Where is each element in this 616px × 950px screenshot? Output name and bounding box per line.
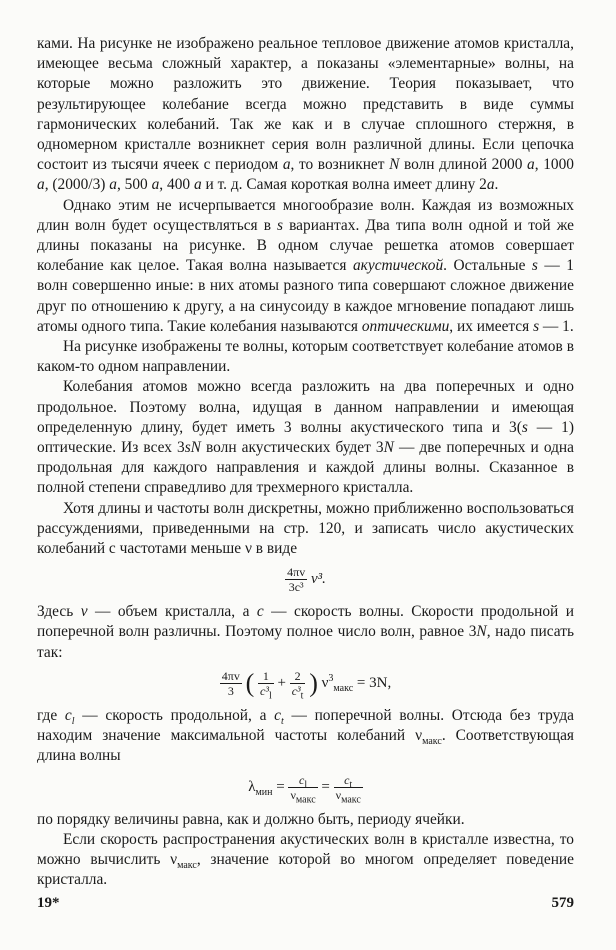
text-run: , значение которой во многом определяет поведение кристалла. (37, 850, 575, 889)
fraction-denominator (334, 787, 363, 805)
text-run: ками. На рисунке не изображено реальное тепловое движение атомов кристалла, имеющее весьма сложный характер, а показаны «элементарные» волны, на которые можно разложить это движение. Теория показывает, что результирующее колебание всегда можно представить в виде суммы гармонических колебаний. Так же как и в случае сплошного стержня, в одномерном кристалле возникнет серия волн различной длины. Если цепочка состоит из тысячи ячеек с периодом (37, 35, 574, 174)
text-run: . Остальные (443, 257, 532, 275)
fraction-denominator (288, 787, 317, 805)
equation-rhs: = 3N, (356, 674, 392, 691)
formula-total-modes (37, 668, 574, 702)
text-run: c (274, 706, 281, 724)
text-run: , надо писать так: (37, 623, 574, 661)
subscript: l (304, 778, 308, 790)
c-symbol: c (299, 772, 305, 787)
left-paren: ( (245, 668, 255, 698)
c-symbol: c³ (260, 683, 269, 698)
fraction-numerator: 2 (290, 669, 306, 684)
text-run: , их имеется (449, 317, 534, 335)
text-run: s (277, 216, 284, 234)
text-run: макс (177, 859, 197, 871)
subscript: t (349, 778, 353, 790)
fraction-numerator: 4πv (287, 565, 306, 580)
fraction (288, 772, 317, 805)
text-run: a (282, 156, 291, 174)
text-run: — 1) оптические. Из всех 3 (37, 418, 574, 457)
c-symbol: c (344, 772, 350, 787)
text-run: a (527, 156, 535, 174)
paragraph (37, 810, 574, 830)
formula-min-wavelength (37, 772, 574, 805)
paragraph (37, 602, 574, 663)
fraction-numerator (288, 773, 317, 788)
nu-symbol: ν (335, 787, 342, 802)
equals-sign: = (321, 778, 330, 795)
fraction (285, 565, 307, 594)
subscript: макс (341, 793, 361, 805)
fraction (334, 772, 363, 805)
paragraph (37, 706, 574, 767)
equals-sign: = (276, 778, 285, 795)
c-symbol: c³ (291, 683, 301, 698)
subscript: макс (295, 793, 316, 805)
text-run: , то возникнет (290, 156, 390, 174)
fraction-numerator: 4πv (221, 668, 240, 683)
text-run: a (486, 176, 495, 194)
fraction (290, 668, 306, 702)
text-run: t (280, 715, 284, 727)
text-run: акустической (352, 257, 444, 275)
text-run: Колебания атомов можно всегда разложить на два поперечных и одно продольное. Поэтому волна, идущая в данном направлении и имеющая определенную длину, будет иметь 3 волны акустического типа и 3( (37, 378, 574, 436)
text-run: Однако этим не исчерпывается многообразие волн. Каждая из возможных длин волн будет осуществляться в (37, 196, 574, 234)
printer-signature: 19* (37, 895, 60, 911)
page-text (37, 34, 574, 890)
nu-symbol: ν (290, 787, 296, 802)
text-run: . Соответствующая длина волны (37, 727, 574, 765)
text-run: N (476, 623, 487, 641)
right-paren: ) (309, 668, 318, 698)
text-run: — поперечной волны. Отсюда без труда находим значение максимальной частоты колебаний ν (37, 706, 574, 745)
text-run: N (389, 156, 400, 174)
subscript: t (300, 690, 304, 702)
paragraph (37, 377, 574, 498)
text-run: c (64, 706, 72, 724)
fraction-denominator: 3 (227, 683, 234, 698)
text-run: a (109, 176, 117, 194)
text-run: — две поперечных и одна продольная для каждого направления и каждой длины волны. Сказанное в полной степени справедливо для трехмерного кристалла. (37, 439, 574, 497)
text-run: s (521, 418, 528, 436)
text-run: волн акустических будет 3 (200, 439, 384, 457)
text-run: a (151, 176, 160, 194)
text-run: и т. д. Самая короткая волна имеет длину 2 (201, 176, 487, 194)
text-run: волн длиной 2000 (399, 156, 528, 174)
paragraph (37, 337, 574, 377)
text-run: — скорость волны. Скорости продольной и поперечной волн различны. Поэтому полное число волн, равное 3 (37, 603, 574, 641)
text-run: Если скорость распространения акустических волн в кристалле известна, то можно вычислить ν (37, 830, 574, 868)
fraction-denominator (290, 683, 306, 702)
text-run: , 400 (159, 176, 194, 194)
text-run: Хотя длины и частоты волн дискретны, можно приближенно воспользоваться рассуждениями, приведенными на стр. 120, и записать число акустических колебаний с частотами меньше ν в виде (37, 499, 574, 558)
text-run: a (37, 176, 45, 194)
paragraph (37, 499, 574, 560)
text-run: — скорость продольной, а (74, 706, 275, 724)
formula-tail: ν³. (310, 571, 326, 588)
plus-sign: + (277, 674, 286, 691)
text-run: вариантах. Два типа волн одной и той же длины показаны на рисунке. В одном случае решетка атомов совершает колебание как целое. Такая волна называется (37, 216, 574, 275)
text-run: — 1. (539, 317, 574, 335)
text-run: , 1000 (534, 156, 574, 174)
subscript: мин (255, 786, 273, 798)
paragraph (37, 34, 574, 196)
text-run: Здесь (37, 603, 81, 621)
text-run: по порядку величины равна, как и должно быть, периоду ячейки. (37, 810, 465, 828)
fraction (220, 669, 242, 698)
lambda-symbol: λ (248, 778, 256, 795)
text-run: c (256, 603, 264, 621)
fraction (258, 668, 274, 702)
text-run: l (71, 715, 75, 727)
text-run: где (37, 706, 65, 724)
nu-symbol: ν (321, 674, 329, 691)
superscript: 3 (328, 672, 334, 684)
text-run: . (494, 176, 499, 194)
text-run: — объем кристалла, а (87, 603, 257, 621)
text-run: a (193, 176, 202, 194)
paragraph (37, 830, 574, 891)
text-run: — 1 волн совершенно иные: в них атомы разного типа совершают сложное движение друг по отношению к другу, а на синусоиду в каждое мгновение попадают лишь атомы одного типа. Такие колебания называются (37, 257, 575, 335)
text-run: v (80, 603, 88, 621)
subscript: макс (333, 682, 354, 694)
formula-wave-count (37, 565, 574, 594)
text-run: N (383, 439, 394, 457)
page-number: 579 (551, 895, 574, 911)
fraction-denominator (258, 683, 274, 702)
fraction-numerator: 1 (258, 669, 274, 684)
text-run: , (2000/3) (44, 176, 110, 194)
text-run: , 500 (116, 176, 152, 194)
paragraph (37, 196, 574, 337)
subscript: l (268, 690, 272, 702)
text-run: макс (422, 736, 442, 748)
fraction-denominator: 3c³ (288, 580, 304, 595)
text-run: sN (184, 439, 201, 457)
text-run: s (533, 317, 540, 335)
text-run: оптическими (361, 317, 450, 335)
text-run: s (531, 257, 538, 275)
text-run: На рисунке изображены те волны, которым соответствует колебание атомов в каком-то одном направлении. (37, 338, 574, 376)
fraction-numerator (334, 773, 363, 788)
